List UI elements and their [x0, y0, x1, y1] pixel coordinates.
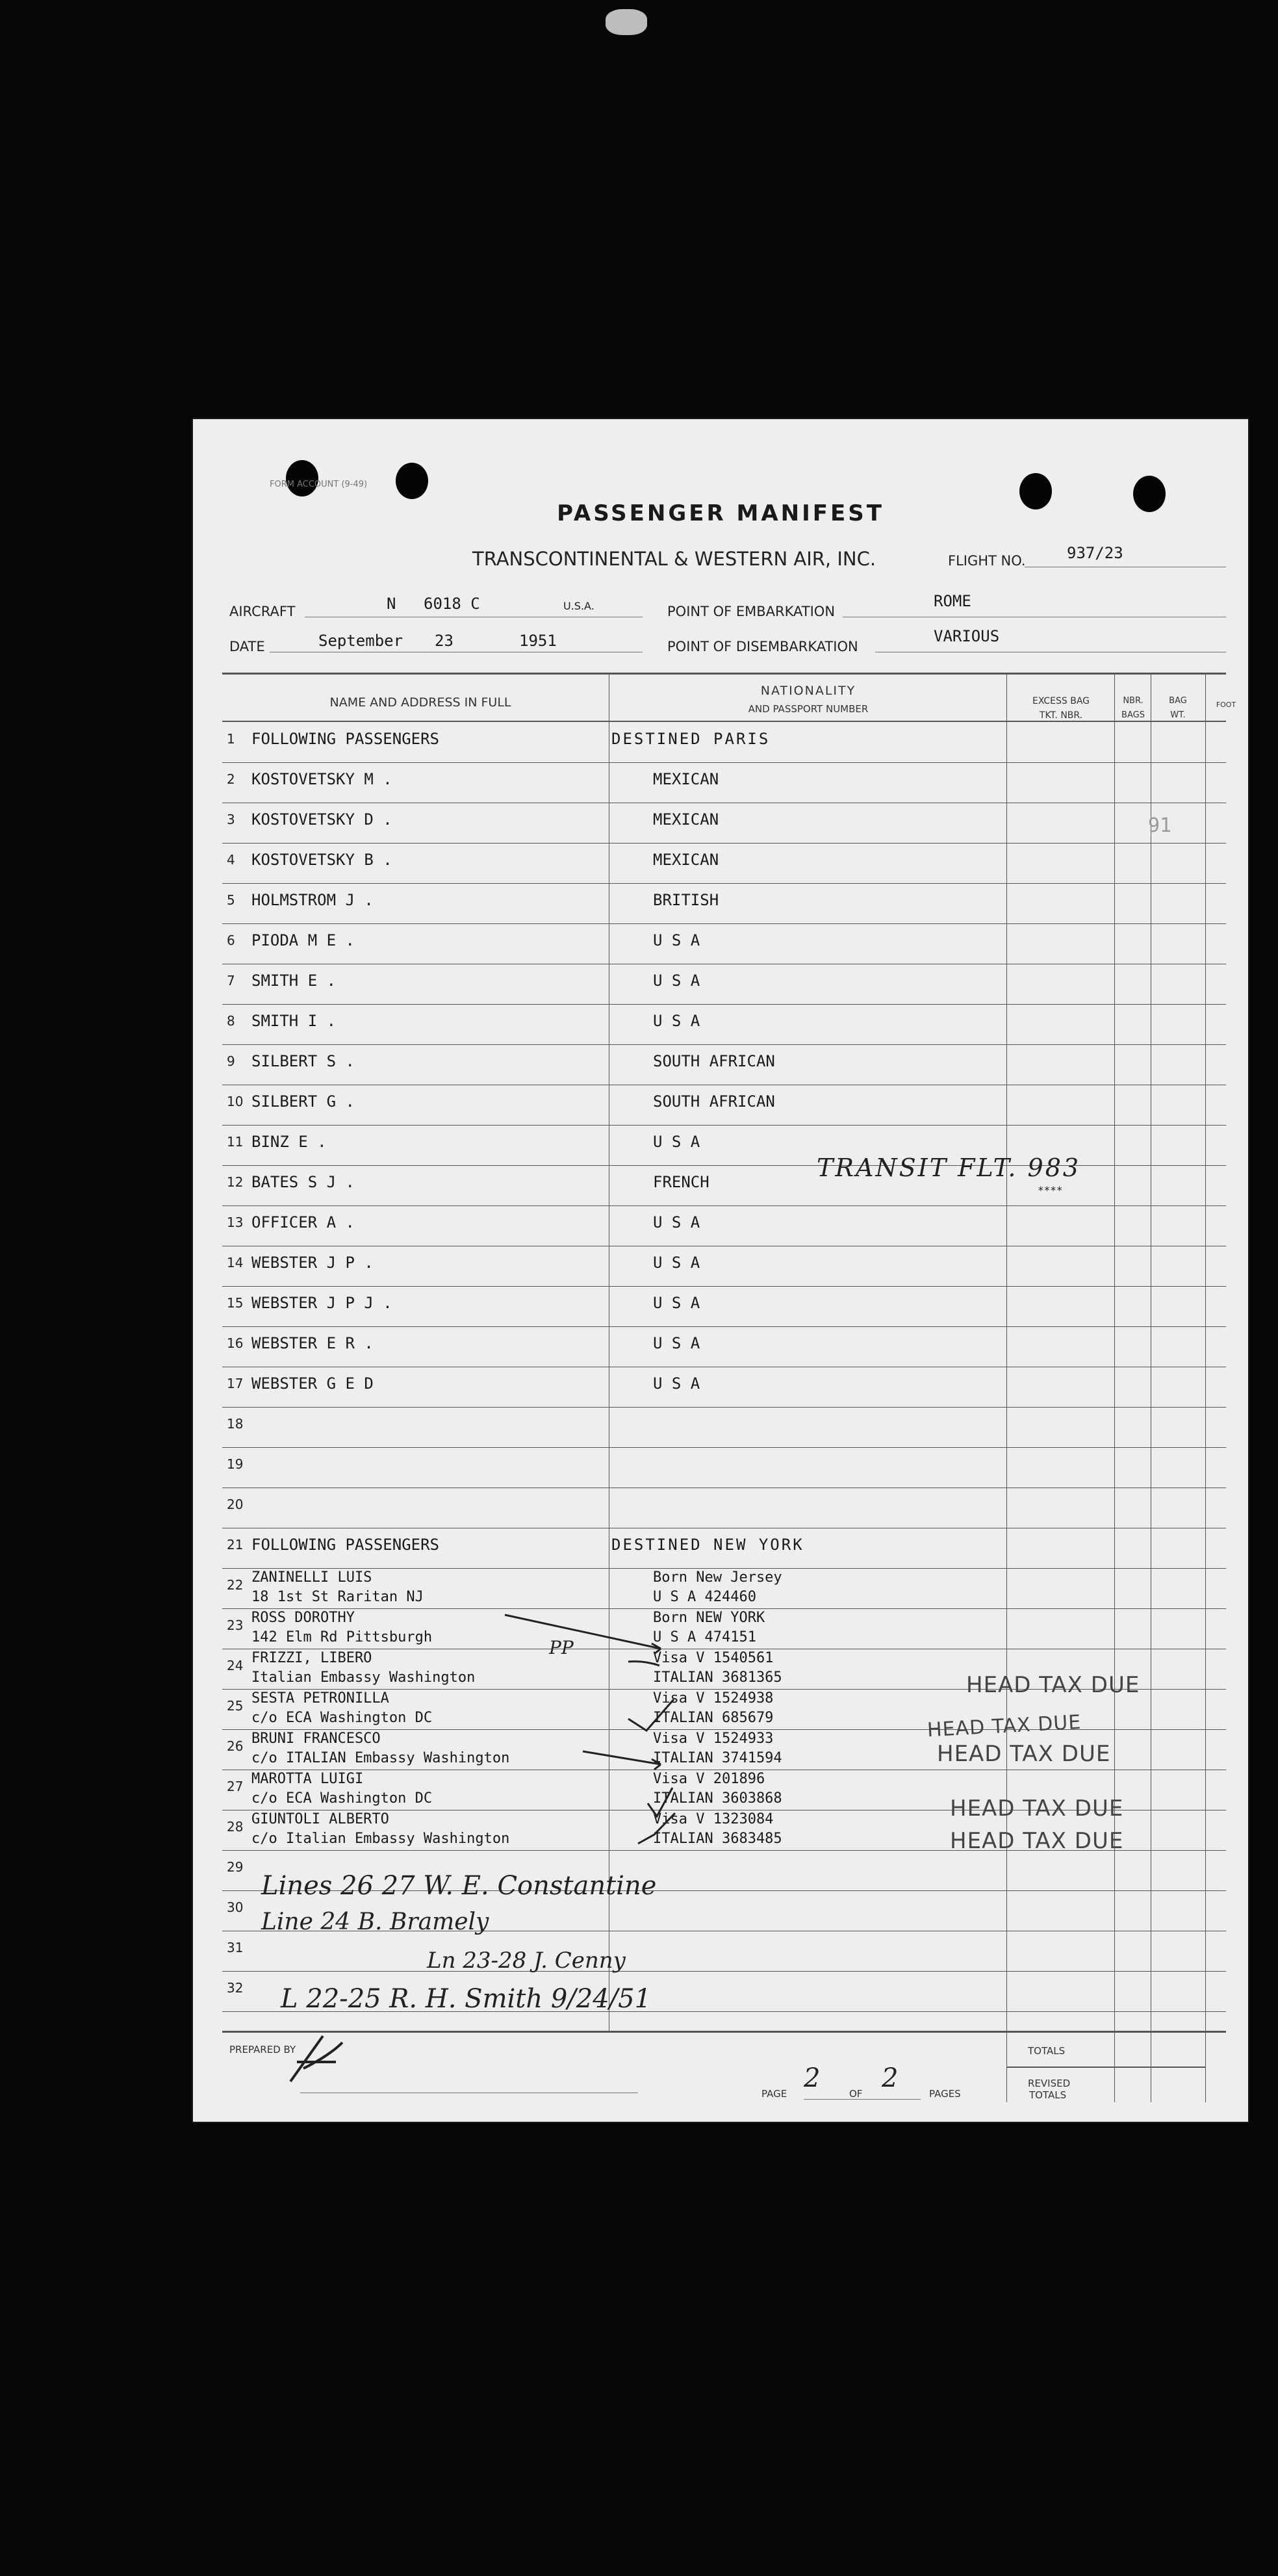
- col-header-wt: WT.: [1170, 710, 1186, 720]
- head-tax-stamp: HEAD TAX DUE: [927, 1710, 1082, 1742]
- row-number: 10: [227, 1094, 244, 1109]
- passenger-name: KOSTOVETSKY D .: [251, 810, 392, 829]
- passenger-name: PIODA M E .: [251, 931, 355, 949]
- row-number: 19: [227, 1456, 244, 1472]
- flight-label: FLIGHT NO.: [948, 553, 1026, 569]
- page-total: 2: [882, 2063, 899, 2093]
- row-number: 9: [227, 1053, 235, 1069]
- transit-note: TRANSIT FLT. 983: [817, 1153, 1081, 1182]
- passenger-nationality: DESTINED PARIS: [611, 730, 771, 748]
- passenger-passport: ITALIAN 685679: [653, 1710, 774, 1726]
- passenger-nationality: MEXICAN: [653, 851, 719, 869]
- row-number: 25: [227, 1698, 244, 1714]
- totals-divider: [1006, 2067, 1205, 2068]
- punch-hole: [396, 463, 428, 499]
- passenger-passport: ITALIAN 3681365: [653, 1669, 782, 1686]
- passenger-name: KOSTOVETSKY B .: [251, 851, 392, 869]
- col-header-ticket-nbr: TKT. NBR.: [1039, 710, 1083, 721]
- row-number: 30: [227, 1900, 244, 1915]
- page-label: PAGE: [761, 2088, 787, 2100]
- passenger-passport: ITALIAN 3683485: [653, 1831, 782, 1847]
- row-rule: [222, 1125, 1226, 1126]
- embark-label: POINT OF EMBARKATION: [667, 604, 836, 619]
- row-number: 23: [227, 1617, 244, 1633]
- col-header-nationality: NATIONALITY: [760, 684, 856, 698]
- row-number: 1: [227, 731, 235, 747]
- passenger-name: GIUNTOLI ALBERTO: [251, 1811, 389, 1827]
- row-rule: [222, 883, 1226, 884]
- passenger-nationality: Visa V 1524933: [653, 1731, 774, 1747]
- preparer-initials: [277, 2029, 355, 2088]
- head-tax-stamp: HEAD TAX DUE: [950, 1796, 1124, 1822]
- row-number: 29: [227, 1859, 244, 1875]
- row-rule: [222, 1044, 1226, 1045]
- col-header-foot: FOOT: [1216, 701, 1236, 709]
- row-rule: [222, 1407, 1226, 1408]
- row-number: 28: [227, 1819, 244, 1835]
- passenger-passport: ITALIAN 3603868: [653, 1790, 782, 1807]
- aircraft-prefix: N: [387, 595, 396, 613]
- head-tax-stamp: HEAD TAX DUE: [950, 1828, 1124, 1854]
- passenger-name: FRIZZI, LIBERO: [251, 1650, 372, 1666]
- row-number: 8: [227, 1013, 235, 1029]
- passenger-nationality: U S A: [653, 1012, 700, 1030]
- head-tax-stamp: HEAD TAX DUE: [937, 1741, 1111, 1767]
- passenger-name: SMITH E .: [251, 972, 337, 990]
- aircraft-number: 6018 C: [424, 595, 480, 613]
- passenger-name: FOLLOWING PASSENGERS: [251, 730, 439, 748]
- passenger-name: SILBERT S .: [251, 1052, 355, 1070]
- row-number: 27: [227, 1779, 244, 1794]
- passenger-nationality: U S A: [653, 972, 700, 990]
- passenger-address: c/o ITALIAN Embassy Washington: [251, 1750, 510, 1766]
- row-rule: [222, 1004, 1226, 1005]
- row-number: 22: [227, 1577, 244, 1593]
- passenger-name: HOLMSTROM J .: [251, 891, 374, 909]
- transit-stars: ****: [1038, 1184, 1063, 1196]
- aircraft-label: AIRCRAFT: [229, 604, 296, 619]
- col-header-excess-bag: EXCESS BAG: [1032, 696, 1090, 706]
- passenger-name: OFFICER A .: [251, 1213, 355, 1231]
- passenger-name: WEBSTER E R .: [251, 1334, 374, 1352]
- row-number: 5: [227, 892, 235, 908]
- faint-mark: 91: [1148, 814, 1172, 837]
- row-number: 11: [227, 1134, 244, 1150]
- totals-rule: [1205, 2031, 1206, 2102]
- passenger-nationality: U S A: [653, 931, 700, 949]
- date-day: 23: [435, 632, 454, 650]
- row-number: 21: [227, 1537, 244, 1552]
- row-rule: [222, 923, 1226, 924]
- handwritten-line-30: Line 24 B. Bramely: [261, 1909, 489, 1935]
- passenger-name: BINZ E .: [251, 1133, 327, 1151]
- row-rule: [222, 1568, 1226, 1569]
- row-rule: [222, 1326, 1226, 1327]
- row-rule: [222, 1205, 1226, 1206]
- col-header-bags: BAGS: [1121, 710, 1145, 720]
- passenger-nationality: U S A: [653, 1254, 700, 1272]
- passenger-nationality: U S A: [653, 1334, 700, 1352]
- passenger-name: KOSTOVETSKY M .: [251, 770, 392, 788]
- passenger-name: BATES S J .: [251, 1173, 355, 1191]
- form-number: FORM ACCOUNT (9-49): [270, 480, 368, 489]
- col-header-passport: AND PASSPORT NUMBER: [748, 703, 869, 715]
- revised-totals-label: TOTALS: [1029, 2089, 1067, 2101]
- passenger-nationality: MEXICAN: [653, 770, 719, 788]
- passenger-name: FOLLOWING PASSENGERS: [251, 1536, 439, 1554]
- passenger-nationality: Born NEW YORK: [653, 1610, 765, 1626]
- of-label: OF: [849, 2088, 863, 2100]
- row-number: 17: [227, 1376, 244, 1391]
- row-number: 15: [227, 1295, 244, 1311]
- row-rule: [222, 1447, 1226, 1448]
- row-number: 32: [227, 1980, 244, 1996]
- disembark-label: POINT OF DISEMBARKATION: [667, 639, 858, 654]
- manifest-page: [193, 419, 1248, 2122]
- row-number: 24: [227, 1658, 244, 1673]
- row-number: 3: [227, 812, 235, 827]
- row-number: 14: [227, 1255, 244, 1270]
- row-number: 31: [227, 1940, 244, 1955]
- passenger-passport: ITALIAN 3741594: [653, 1750, 782, 1766]
- col-header-nbr: NBR.: [1123, 696, 1144, 706]
- row-number: 16: [227, 1335, 244, 1351]
- passenger-nationality: Visa V 201896: [653, 1771, 765, 1787]
- passenger-name: ZANINELLI LUIS: [251, 1569, 372, 1586]
- row-number: 7: [227, 973, 235, 988]
- passenger-name: SILBERT G .: [251, 1092, 355, 1111]
- passenger-address: 18 1st St Raritan NJ: [251, 1589, 424, 1605]
- handwritten-line-29: Lines 26 27 W. E. Constantine: [261, 1871, 657, 1901]
- row-number: 4: [227, 852, 235, 868]
- passenger-address: c/o ECA Washington DC: [251, 1790, 433, 1807]
- revised-label: REVISED: [1028, 2078, 1071, 2089]
- row-number: 12: [227, 1174, 244, 1190]
- handwritten-line-31: Ln 23-28 J. Cenny: [427, 1948, 626, 1974]
- disembark-point: VARIOUS: [934, 627, 1000, 645]
- passenger-name: WEBSTER J P J .: [251, 1294, 392, 1312]
- prepared-by-label: PREPARED BY: [229, 2044, 296, 2055]
- passenger-name: WEBSTER G E D: [251, 1374, 374, 1393]
- passenger-name: SESTA PETRONILLA: [251, 1690, 389, 1707]
- passenger-nationality: Visa V 1524938: [653, 1690, 774, 1707]
- company-name: TRANSCONTINENTAL & WESTERN AIR, INC.: [472, 548, 876, 570]
- page-underline: [804, 2099, 921, 2100]
- passenger-address: Italian Embassy Washington: [251, 1669, 476, 1686]
- passenger-passport: U S A 474151: [653, 1629, 756, 1645]
- row-number: 13: [227, 1215, 244, 1230]
- row-rule: [222, 1971, 1226, 1972]
- passenger-nationality: Visa V 1540561: [653, 1650, 774, 1666]
- passenger-nationality: MEXICAN: [653, 810, 719, 829]
- row-number: 18: [227, 1416, 244, 1432]
- row-rule: [222, 843, 1226, 844]
- row-number: 26: [227, 1738, 244, 1754]
- check-marks: [498, 1589, 862, 1862]
- passenger-nationality: Born New Jersey: [653, 1569, 782, 1586]
- passenger-name: BRUNI FRANCESCO: [251, 1731, 381, 1747]
- head-tax-stamp: HEAD TAX DUE: [966, 1672, 1140, 1698]
- page-number: 2: [804, 2063, 821, 2093]
- totals-label: TOTALS: [1028, 2045, 1066, 2057]
- row-rule: [222, 762, 1226, 763]
- column-rule: [1114, 674, 1115, 2031]
- pp-mark: PP: [549, 1637, 574, 1658]
- binder-clip: [606, 9, 647, 35]
- manifest-title: PASSENGER MANIFEST: [557, 500, 884, 526]
- passenger-name: SMITH I .: [251, 1012, 337, 1030]
- passenger-passport: U S A 424460: [653, 1589, 756, 1605]
- row-rule: [222, 1286, 1226, 1287]
- aircraft-registry: U.S.A.: [563, 600, 594, 612]
- passenger-address: c/o Italian Embassy Washington: [251, 1831, 510, 1847]
- date-year: 1951: [519, 632, 557, 650]
- column-rule: [1205, 674, 1206, 2031]
- passenger-nationality: BRITISH: [653, 891, 719, 909]
- passenger-name: MAROTTA LUIGI: [251, 1771, 364, 1787]
- passenger-name: WEBSTER J P .: [251, 1254, 374, 1272]
- passenger-address: 142 Elm Rd Pittsburgh: [251, 1629, 433, 1645]
- row-number: 2: [227, 771, 235, 787]
- handwritten-line-32: L 22-25 R. H. Smith 9/24/51: [281, 1984, 652, 2014]
- passenger-nationality: SOUTH AFRICAN: [653, 1052, 775, 1070]
- passenger-address: c/o ECA Washington DC: [251, 1710, 433, 1726]
- punch-hole: [286, 460, 318, 496]
- passenger-nationality: U S A: [653, 1374, 700, 1393]
- date-month: September: [318, 632, 403, 650]
- column-rule: [1006, 674, 1007, 2031]
- table-top-border: [222, 673, 1226, 675]
- passenger-nationality: U S A: [653, 1294, 700, 1312]
- pages-label: PAGES: [929, 2088, 961, 2100]
- embark-point: ROME: [934, 592, 971, 610]
- flight-number: 937/23: [1067, 544, 1123, 562]
- passenger-nationality: U S A: [653, 1133, 700, 1151]
- col-header-bag: BAG: [1169, 696, 1187, 706]
- col-header-name: NAME AND ADDRESS IN FULL: [329, 695, 511, 710]
- passenger-nationality: FRENCH: [653, 1173, 709, 1191]
- row-number: 20: [227, 1497, 244, 1512]
- passenger-nationality: SOUTH AFRICAN: [653, 1092, 775, 1111]
- passenger-name: ROSS DOROTHY: [251, 1610, 355, 1626]
- date-label: DATE: [229, 639, 265, 654]
- passenger-nationality: Visa V 1323084: [653, 1811, 774, 1827]
- table-bottom-border: [222, 2031, 1226, 2033]
- passenger-nationality: U S A: [653, 1213, 700, 1231]
- row-number: 6: [227, 933, 235, 948]
- passenger-nationality: DESTINED NEW YORK: [611, 1536, 804, 1554]
